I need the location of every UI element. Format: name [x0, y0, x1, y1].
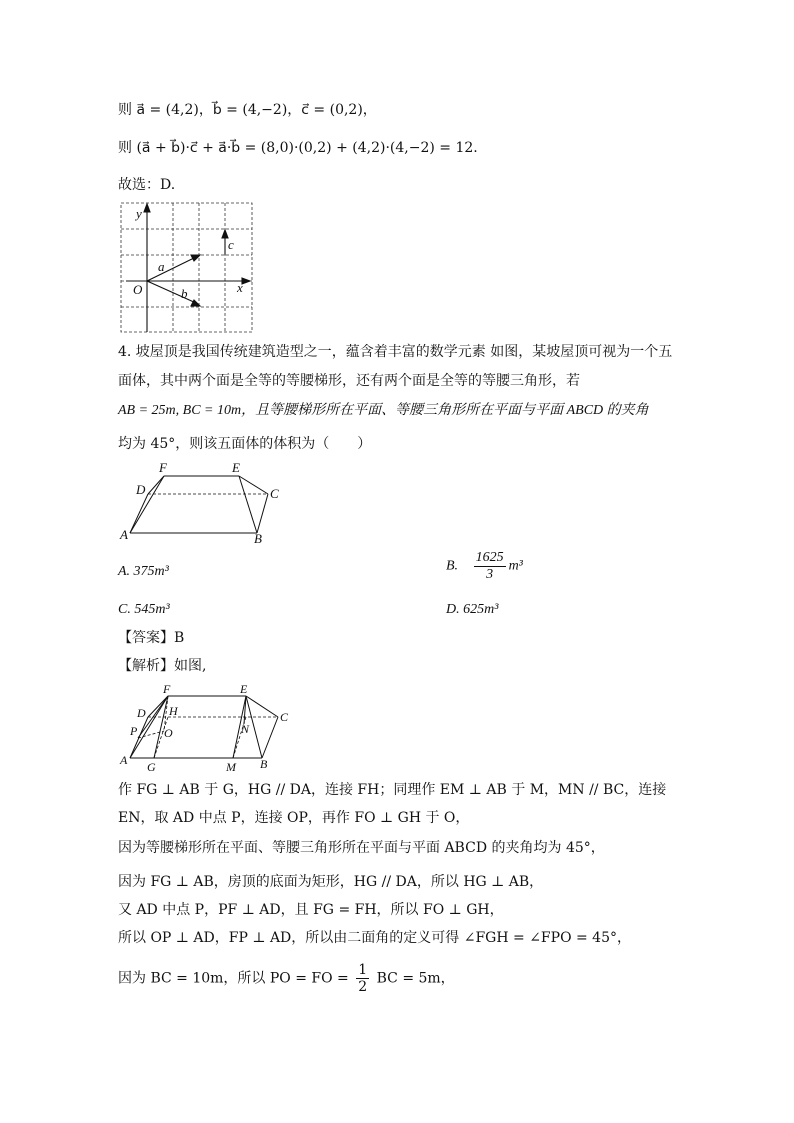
choice-b-denominator: 3 [486, 567, 494, 582]
label-vector-b: b⃗ [181, 286, 198, 301]
question-4-line-1: 4. 坡屋顶是我国传统建筑造型之一，蕴含着丰富的数学元素 如图，某坡屋顶可视为一个五 [118, 344, 673, 360]
y-axis-arrow [144, 204, 150, 212]
fig3-label-g: G [147, 760, 156, 772]
fig3-label-f: F [163, 682, 171, 696]
fig2-label-e: E [232, 460, 240, 475]
fig3-label-h: H [169, 704, 178, 718]
solution-line-4: 因为 FG ⊥ AB，房顶的底面为矩形，HG // DA，所以 HG ⊥ AB， [118, 874, 544, 890]
fig2-label-d: D [136, 482, 146, 497]
solution-line-7-prefix: 因为 BC = 10m，所以 PO = FO = [118, 970, 349, 987]
text-line-vectors: 则 a⃗ = (4,2)，b⃗ = (4,−2)，c⃗ = (0,2)， [118, 102, 377, 118]
question-4-line-4: 均为 45°，则该五面体的体积为（ ） [118, 436, 372, 452]
answer-line: 【答案】B [118, 630, 185, 646]
text-line-calculation: 则 (a⃗ + b⃗)·c⃗ + a⃗·b⃗ = (8,0)·(0,2) + (4,2)·(4,−2) = 12. [118, 140, 478, 156]
solution-line-6: 所以 OP ⊥ AD，FP ⊥ AD，所以由二面角的定义可得 ∠FGH = ∠FPO = 45°， [118, 930, 631, 946]
solution-line-5: 又 AD 中点 P，PF ⊥ AD，且 FG = FH，所以 FO ⊥ GH， [118, 902, 504, 918]
fig3-label-n: N [241, 722, 250, 736]
analysis-heading: 【解析】如图, [118, 658, 207, 674]
fig2-label-a: A [120, 527, 128, 542]
choice-c: C. 545m³ [118, 602, 170, 617]
fig3-label-d: D [137, 706, 146, 720]
fraction-denominator: 2 [358, 979, 368, 995]
choice-a: A. 375m³ [118, 564, 169, 579]
solution-line-3: 因为等腰梯形所在平面、等腰三角形所在平面与平面 ABCD 的夹角均为 45°， [118, 840, 605, 856]
fig3-label-p: P [130, 724, 138, 738]
fig2-label-f: F [159, 460, 167, 475]
fig3-label-m: M [226, 760, 236, 772]
fig3-label-a: A [120, 753, 128, 767]
solution-line-7-fraction [356, 962, 369, 995]
text-line-select-d: 故选：D. [118, 177, 176, 193]
fig3-label-c: C [280, 710, 289, 724]
fraction-numerator: 1 [358, 962, 368, 978]
solution-line-1: 作 FG ⊥ AB 于 G，HG // DA，连接 FH；同理作 EM ⊥ AB 于 M，MN // BC，连接 [118, 782, 667, 798]
choice-b-numerator: 1625 [475, 550, 504, 565]
x-axis-arrow [242, 278, 250, 284]
question-4-line-3: AB = 25m, BC = 10m，且等腰梯形所在平面、等腰三角形所在平面与平面 ABCD 的夹角 [118, 403, 649, 418]
solution-line-7 [118, 962, 455, 995]
fig2-label-c: C [270, 486, 279, 501]
label-vector-a: a⃗ [158, 259, 175, 274]
label-x: x [237, 280, 243, 295]
choice-b [446, 550, 523, 583]
choice-b-unit: m³ [508, 558, 523, 574]
fig2-label-b: B [254, 531, 262, 544]
vector-grid-figure [120, 202, 254, 334]
label-vector-c: c⃗ [228, 237, 244, 252]
solution-line-2: EN，取 AD 中点 P，连接 OP，再作 FO ⊥ GH 于 O， [118, 810, 470, 826]
label-origin: O [133, 282, 143, 297]
question-4-line-2: 面体，其中两个面是全等的等腰梯形，还有两个面是全等的等腰三角形，若 [118, 373, 580, 389]
fig3-label-b: B [260, 757, 268, 771]
fig3-label-o: O [164, 726, 173, 740]
choice-b-fraction [474, 550, 506, 583]
roof-construction-figure [118, 680, 298, 772]
roof-pentahedron-figure [118, 460, 288, 544]
label-y: y [136, 206, 142, 221]
fig3-label-e: E [240, 682, 248, 696]
choice-b-letter: B. [446, 558, 459, 574]
solution-line-7-suffix: BC = 5m， [376, 970, 455, 987]
choice-d: D. 625m³ [446, 602, 499, 617]
